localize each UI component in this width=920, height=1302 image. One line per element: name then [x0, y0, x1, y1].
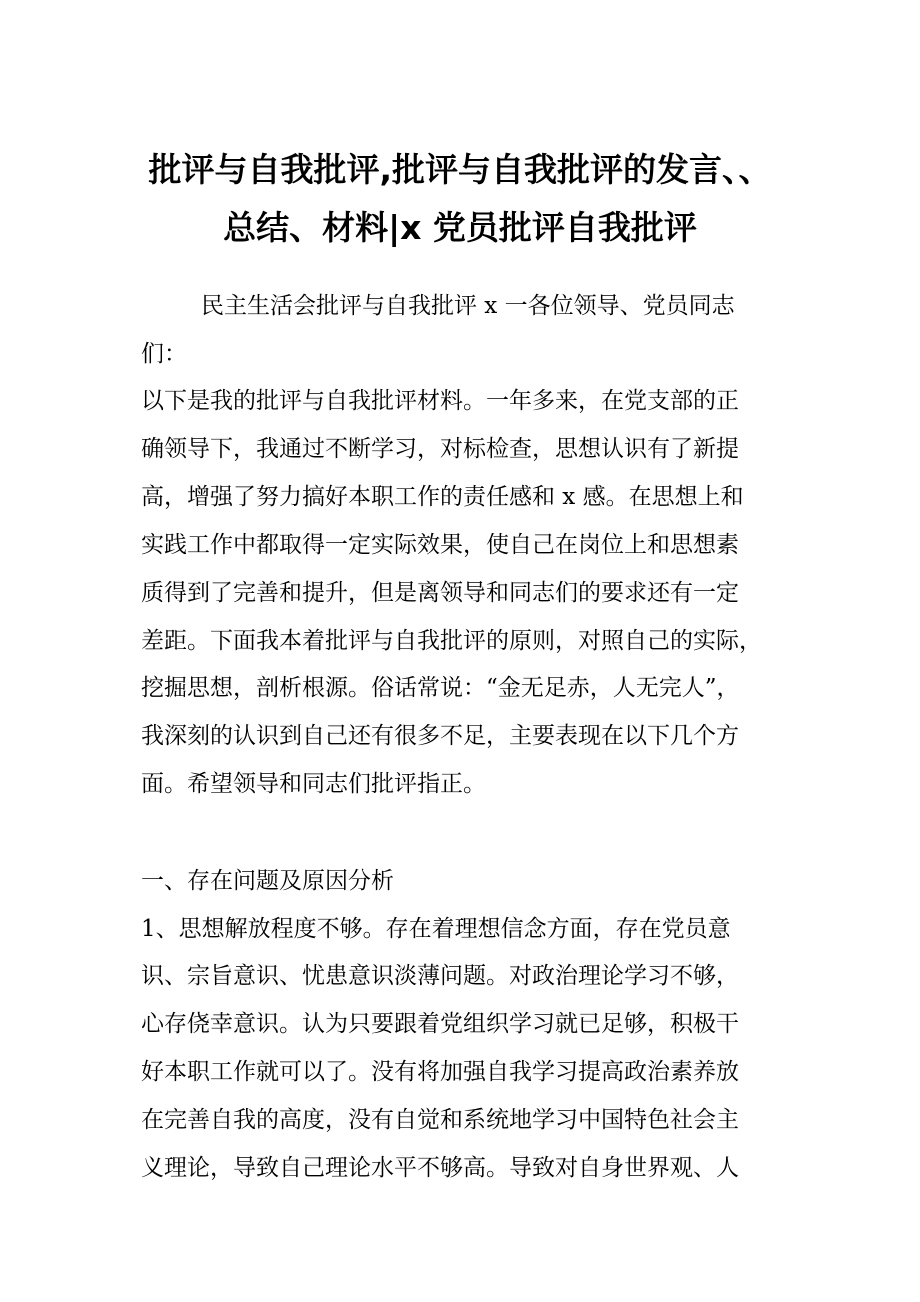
paragraph-line: 民主生活会批评与自我批评 x 一各位领导、党员同志: [201, 293, 735, 319]
paragraph-line: 实践工作中都取得一定实际效果，使自己在岗位上和思想素: [141, 532, 739, 558]
paragraph-line: 好本职工作就可以了。没有将加强自我学习提高政治素养放: [141, 1059, 739, 1085]
paragraph-line: 1、思想解放程度不够。存在着理想信念方面，存在党员意: [141, 916, 731, 942]
paragraph-line: 心存侥幸意识。认为只要跟着党组织学习就已足够，积极干: [141, 1011, 739, 1037]
paragraph-line: 面。希望领导和同志们批评指正。: [141, 771, 486, 797]
paragraph-line: 识、宗旨意识、忧患意识淡薄问题。对政治理论学习不够，: [141, 963, 739, 989]
paragraph-line: 高，增强了努力搞好本职工作的责任感和 x 感。在思想上和: [141, 484, 744, 510]
paragraph-line: 在完善自我的高度，没有自觉和系统地学习中国特色社会主: [141, 1107, 739, 1133]
paragraph-line: 我深刻的认识到自己还有很多不足，主要表现在以下几个方: [141, 723, 739, 749]
paragraph-line: 以下是我的批评与自我批评材料。一年多来，在党支部的正: [141, 388, 739, 414]
paragraph-line: 确领导下，我通过不断学习，对标检查，思想认识有了新提: [141, 436, 739, 462]
document-title-line-2: 总结、材料|x 党员批评自我批评: [223, 208, 697, 247]
paragraph-line: 差距。下面我本着批评与自我批评的原则，对照自己的实际，: [141, 628, 762, 654]
paragraph-line: 质得到了完善和提升，但是离领导和同志们的要求还有一定: [141, 580, 739, 606]
section-heading: 一、存在问题及原因分析: [141, 868, 394, 894]
paragraph-line: 们：: [141, 341, 187, 367]
paragraph-line: 义理论，导致自己理论水平不够高。导致对自身世界观、人: [141, 1155, 739, 1181]
paragraph-line: 挖掘思想，剖析根源。俗话常说：“金无足赤，人无完人”，: [141, 675, 740, 701]
document-title-line-1: 批评与自我批评,批评与自我批评的发言、、: [148, 150, 772, 189]
